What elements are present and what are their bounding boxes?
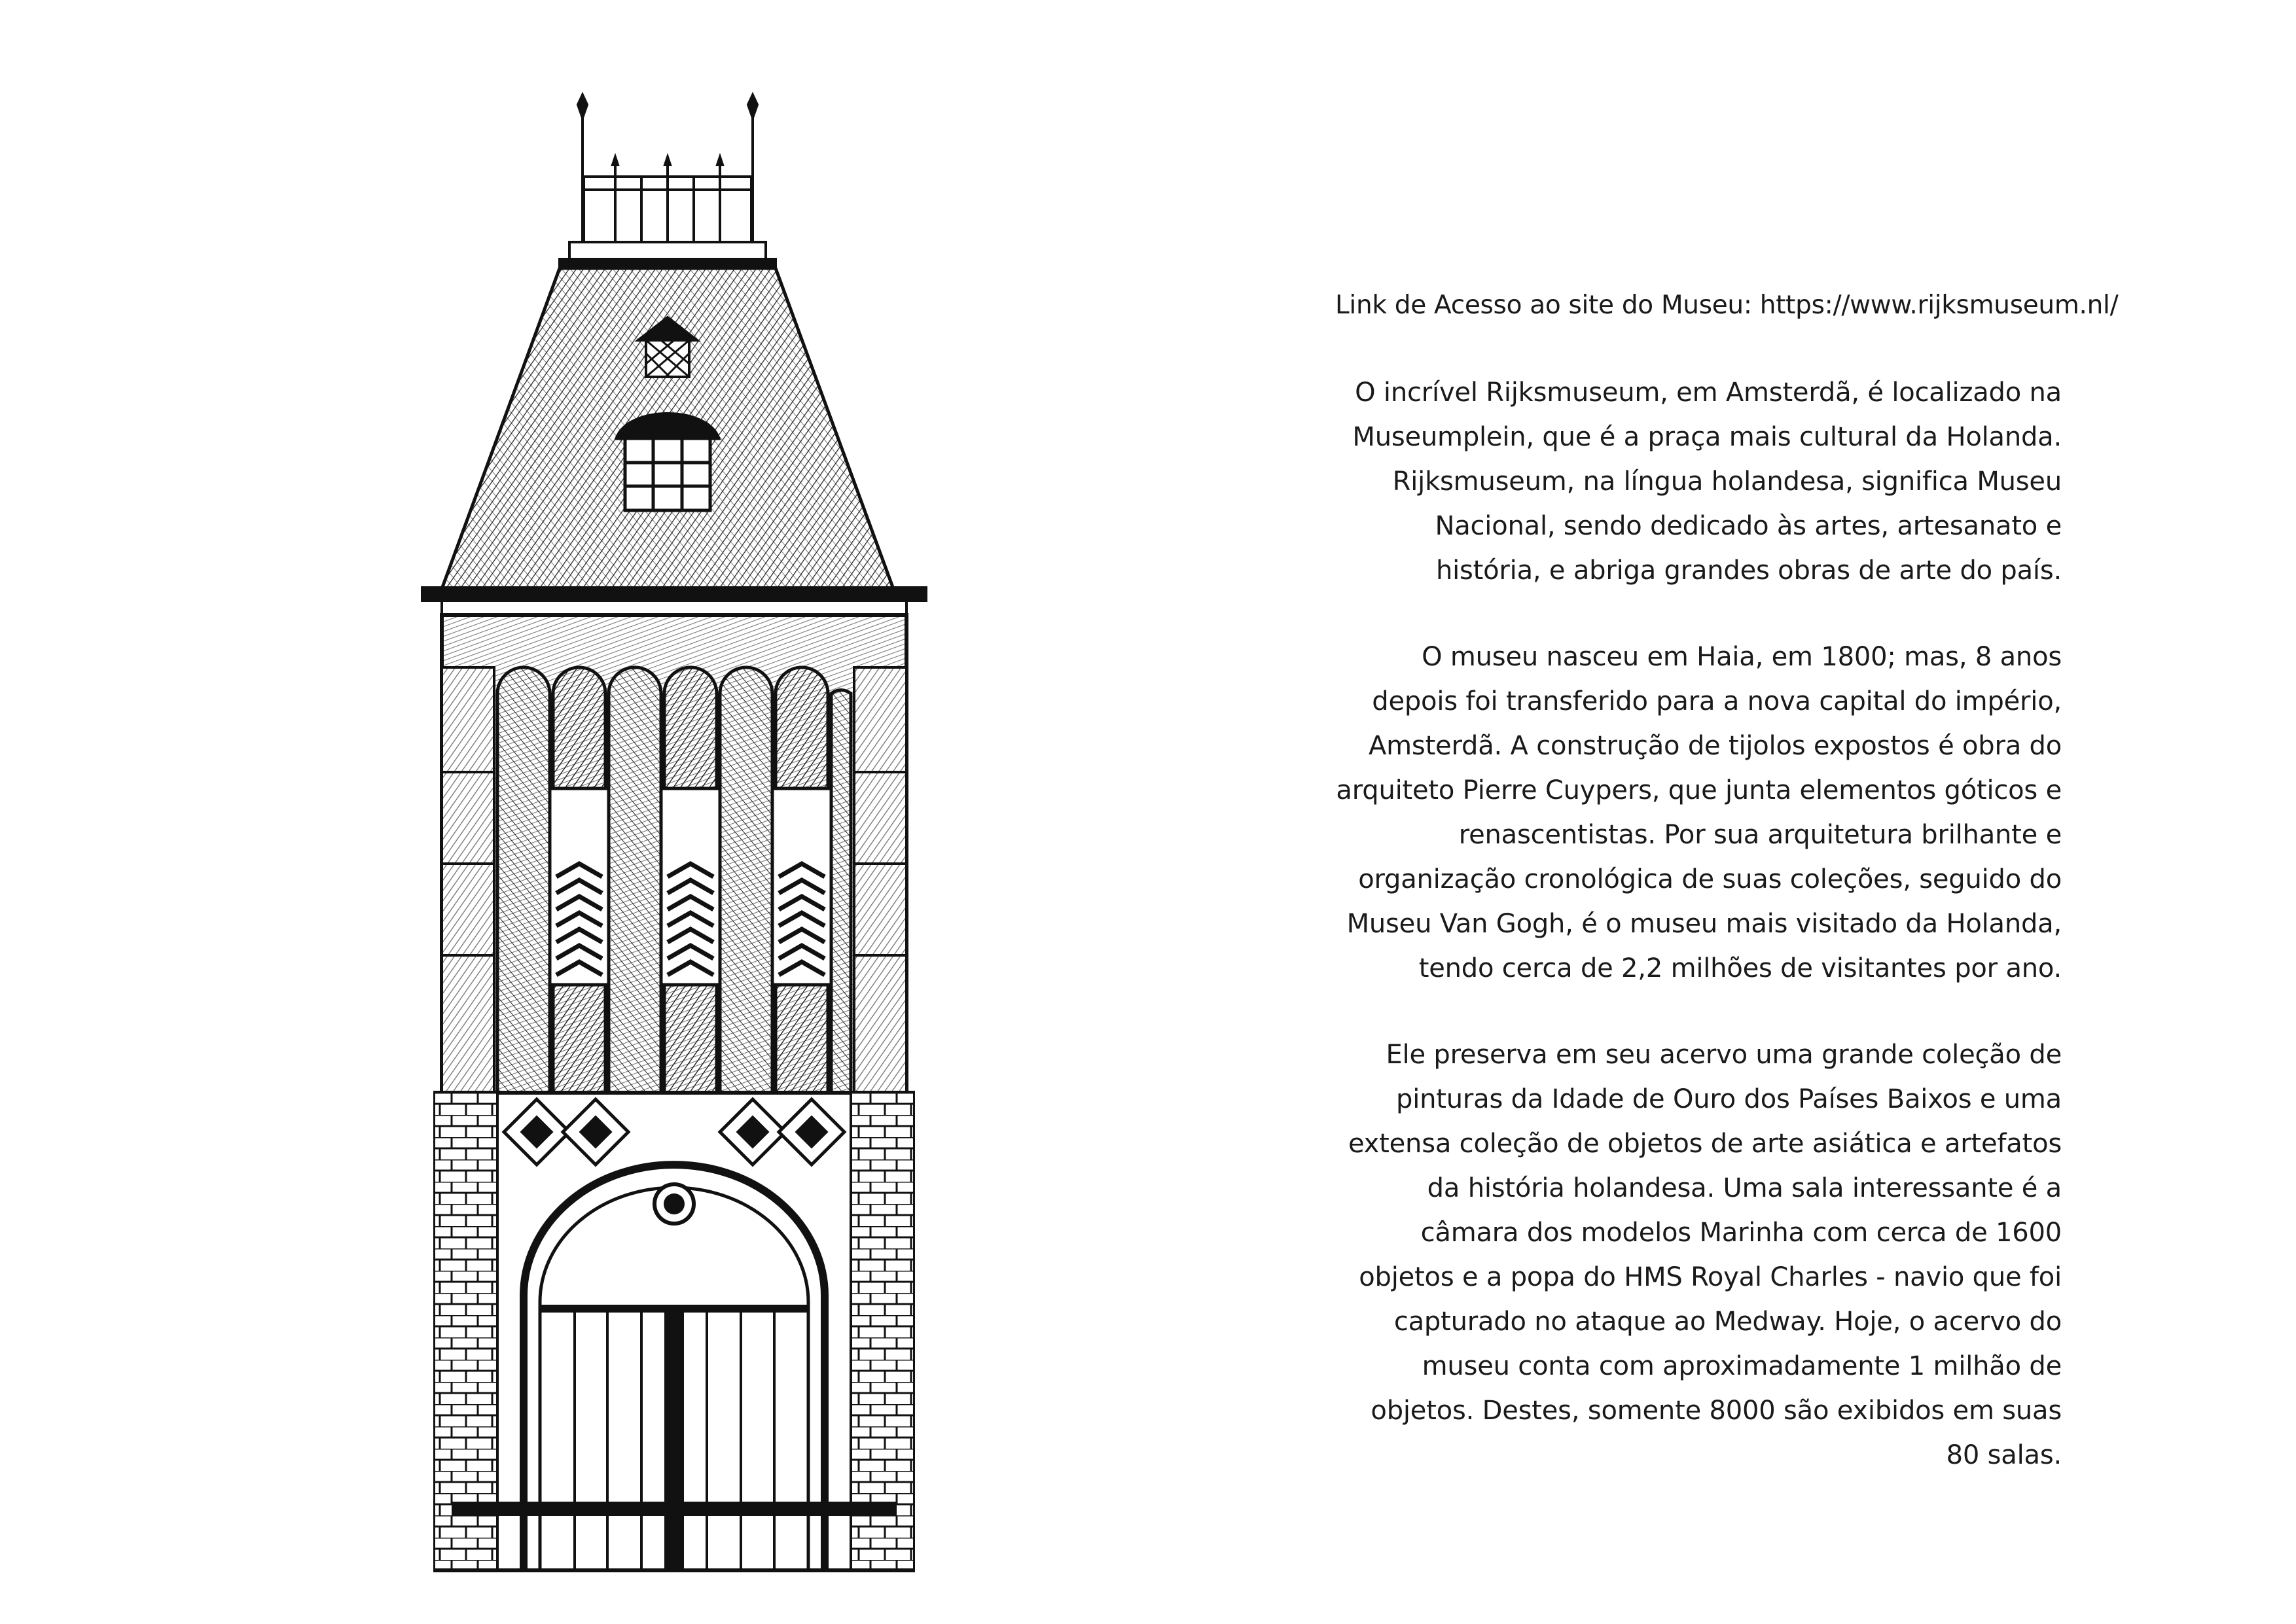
large-dormer	[617, 414, 719, 511]
upper-windows	[550, 788, 831, 985]
paragraph-collection: Ele preserva em seu acervo uma grande coleção de pinturas da Idade de Ouro dos Países Baixos e uma extensa coleção de objetos de arte asiática e artefatos da história holandesa. Uma sala interessante é a câmara dos modelos Marinha com cerca de 1600 objetos e a popa do HMS Royal Charles - navio que foi capturado no ataque ao Medway. Hoje, o acervo do museu conta com aproximadamente 1 milhão de objetos. Destes, somente 8000 são exibidos em suas 80 salas.	[1348, 1040, 2062, 1470]
roof-cap	[560, 242, 776, 268]
paragraph-history: O museu nasceu em Haia, em 1800; mas, 8 anos depois foi transferido para a nova capital do império, Amsterdã. A construção de tijolos expostos é obra do arquiteto Pierre Cuypers, que junta elementos góticos e renascentistas. Por sua arquitetura brilhante e organização cronológica de suas coleções, seguido do Museu Van Gogh, é o museu mais visitado da Holanda, tendo cerca de 2,2 milhões de visitantes por ano.	[1336, 642, 2062, 983]
museum-link-line: Link de Acesso ao site do Museu: https://www.rijksmuseum.nl/	[1335, 291, 2119, 320]
museum-description	[1335, 288, 2119, 1519]
roof-railing	[578, 95, 757, 242]
tower-drawing	[412, 92, 936, 1597]
museum-tower-illustration	[412, 92, 936, 1597]
paragraph-intro: O incrível Rijksmuseum, em Amsterdã, é localizado na Museumplein, que é a praça mais cultural da Holanda. Rijksmuseum, na língua holandesa, significa Museu Nacional, sendo dedicado às artes, artesanato e história, e abriga grandes obras de arte do país.	[1352, 378, 2062, 586]
roof-eave	[422, 588, 926, 615]
